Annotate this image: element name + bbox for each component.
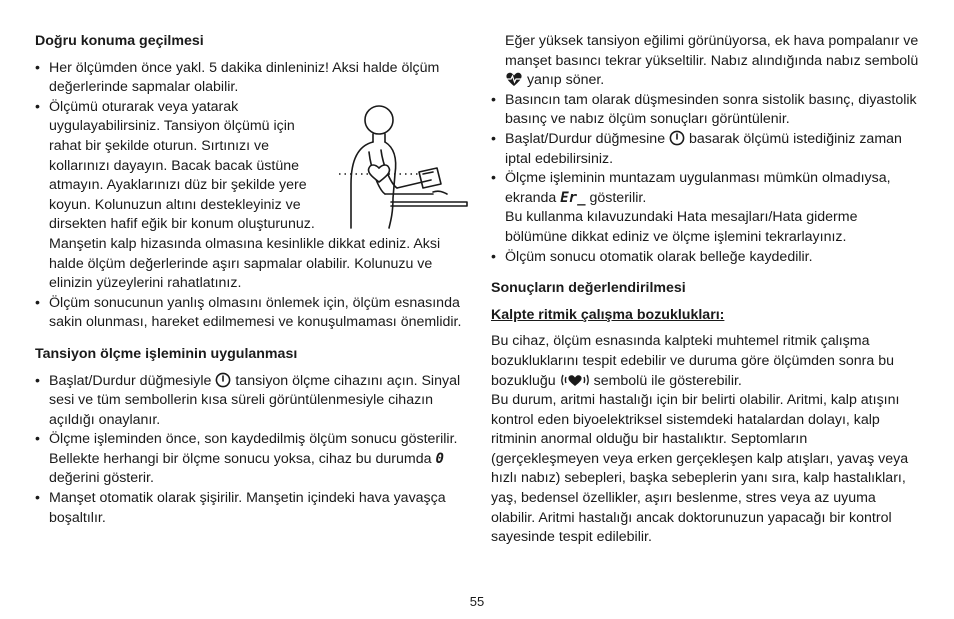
seated-person-icon (335, 100, 469, 234)
list-item: • Ölçme işleminden önce, son kaydedilmiş ölçüm sonucu gösterilir. Bellekte herhangi bir ölçme sonucu yoksa, cihaz bu durumda 0 değerini gösterir. (35, 430, 467, 489)
paragraph-arrhythmia-detection: Bu cihaz, ölçüm esnasında kalpteki muhtemel ritmik çalışma bozukluklarını tespit edebilir ve duruma göre ölçümden sonra bu bozukluğu sembolü ile gösterebilir. (491, 333, 894, 389)
result-list (491, 91, 919, 267)
section-heading-measurement: Tansiyon ölçme işleminin uygulanması (35, 345, 298, 362)
list-item: • Ölçme işleminin muntazam uygulanması mümkün olmadıysa, ekranda Er_ gösterilir. Bu kullanma kılavuzundaki Hata mesajları/Hata giderme bölümüne dikkat ediniz ve ölçme işlemini tekrarlayınız. (491, 169, 919, 247)
list-item: • Her ölçümden önce yakl. 5 dakika dinleniniz! Aksi halde ölçüm değerlerinde sapmalar olabilir. (35, 59, 467, 98)
list-item: • Basıncın tam olarak düşmesinden sonra sistolik basınç, diyastolik basınç ve nabız ölçüm sonuçları görüntülenir. (491, 91, 919, 130)
section-heading-results: Sonuçların değerlendirilmesi (491, 280, 686, 297)
list-item: • Ölçümü oturarak veya yatarak uygulayabilirsiniz. Tansiyon ölçümü için rahat bir şekilde oturun. Sırtınızı ve kollarınızı dayayın. Bacak bacak üstüne atmayın. Ayaklarınızı düz bir şekilde yere koyun. Kolunuzun altını destekleyiniz ve dirsekten hafif eğik bir konum oluşturunuz. Manşetin kalp hizasında olmasına kesinlikle dikkat ediniz. Aksi halde ölçüm değerlerinde aşırı sapmalar olabilir. Kolunuzu ve elinizin yüzeylerini rahatlatınız. (35, 98, 467, 294)
page-number: 55 (469, 594, 485, 609)
right-column (491, 32, 919, 548)
zero-display-symbol: 0 (435, 450, 444, 467)
arrhythmia-heart-icon (560, 372, 590, 388)
left-column (35, 32, 467, 528)
list-item: • Başlat/Durdur düğmesine basarak ölçümü istediğiniz zaman iptal edebilirsiniz. (491, 130, 919, 169)
list-item: • Ölçüm sonucu otomatik olarak belleğe kaydedilir. (491, 248, 919, 268)
error-display-symbol: Er_ (560, 189, 586, 206)
power-button-icon (215, 372, 231, 388)
measurement-list (35, 372, 467, 529)
section-heading-correct-position: Doğru konuma geçilmesi (35, 33, 204, 49)
power-button-icon (669, 130, 685, 146)
section-heading-arrhythmia: Kalpte ritmik çalışma bozuklukları: (491, 306, 725, 323)
paragraph-pressure-trend: Eğer yüksek tansiyon eğilimi görünüyorsa, ek hava pompalanır ve manşet basıncı tekrar yükseltilir. Nabız alındığında nabız sembolü yanıp söner. (505, 33, 919, 89)
list-item: • Manşet otomatik olarak şişirilir. Manşetin içindeki hava yavaşça boşaltılır. (35, 489, 467, 528)
pulse-heart-icon (505, 71, 523, 87)
paragraph-arrhythmia-info: Bu durum, aritmi hastalığı için bir belirti olabilir. Aritmi, kalp atışını kontrol eden biyoelektriksel sistemdeki hatalardan dolayı, kalp ritminin anormal olduğu bir hastalıktır. Septomların (gerçekleşmeyen veya erken gerçekleşen kalp atışları, yavaş veya hızlı nabız) sebepleri, başka sebeplerin yanı sıra, kalp hastalıkları, yaş, bedensel özellikler, aşırı beslenme, stres veya az uyuma olabilir. Aritmi hastalığı ancak doktorunuzun yapacağı bir kontrol sayesinde tespit edilebilir. (491, 392, 909, 546)
list-item: • Ölçüm sonucunun yanlış olmasını önlemek için, ölçüm esnasında sakin olunması, hareket edilmemesi ve konuşulmaması önemlidir. (35, 294, 467, 333)
list-item: • Başlat/Durdur düğmesiyle tansiyon ölçme cihazını açın. Sinyal sesi ve tüm sembollerin kısa süreli görüntülenmesiyle cihazın açıldığı onaylanır. (35, 372, 467, 431)
position-list (35, 59, 467, 333)
seated-person-illustration (335, 100, 469, 234)
